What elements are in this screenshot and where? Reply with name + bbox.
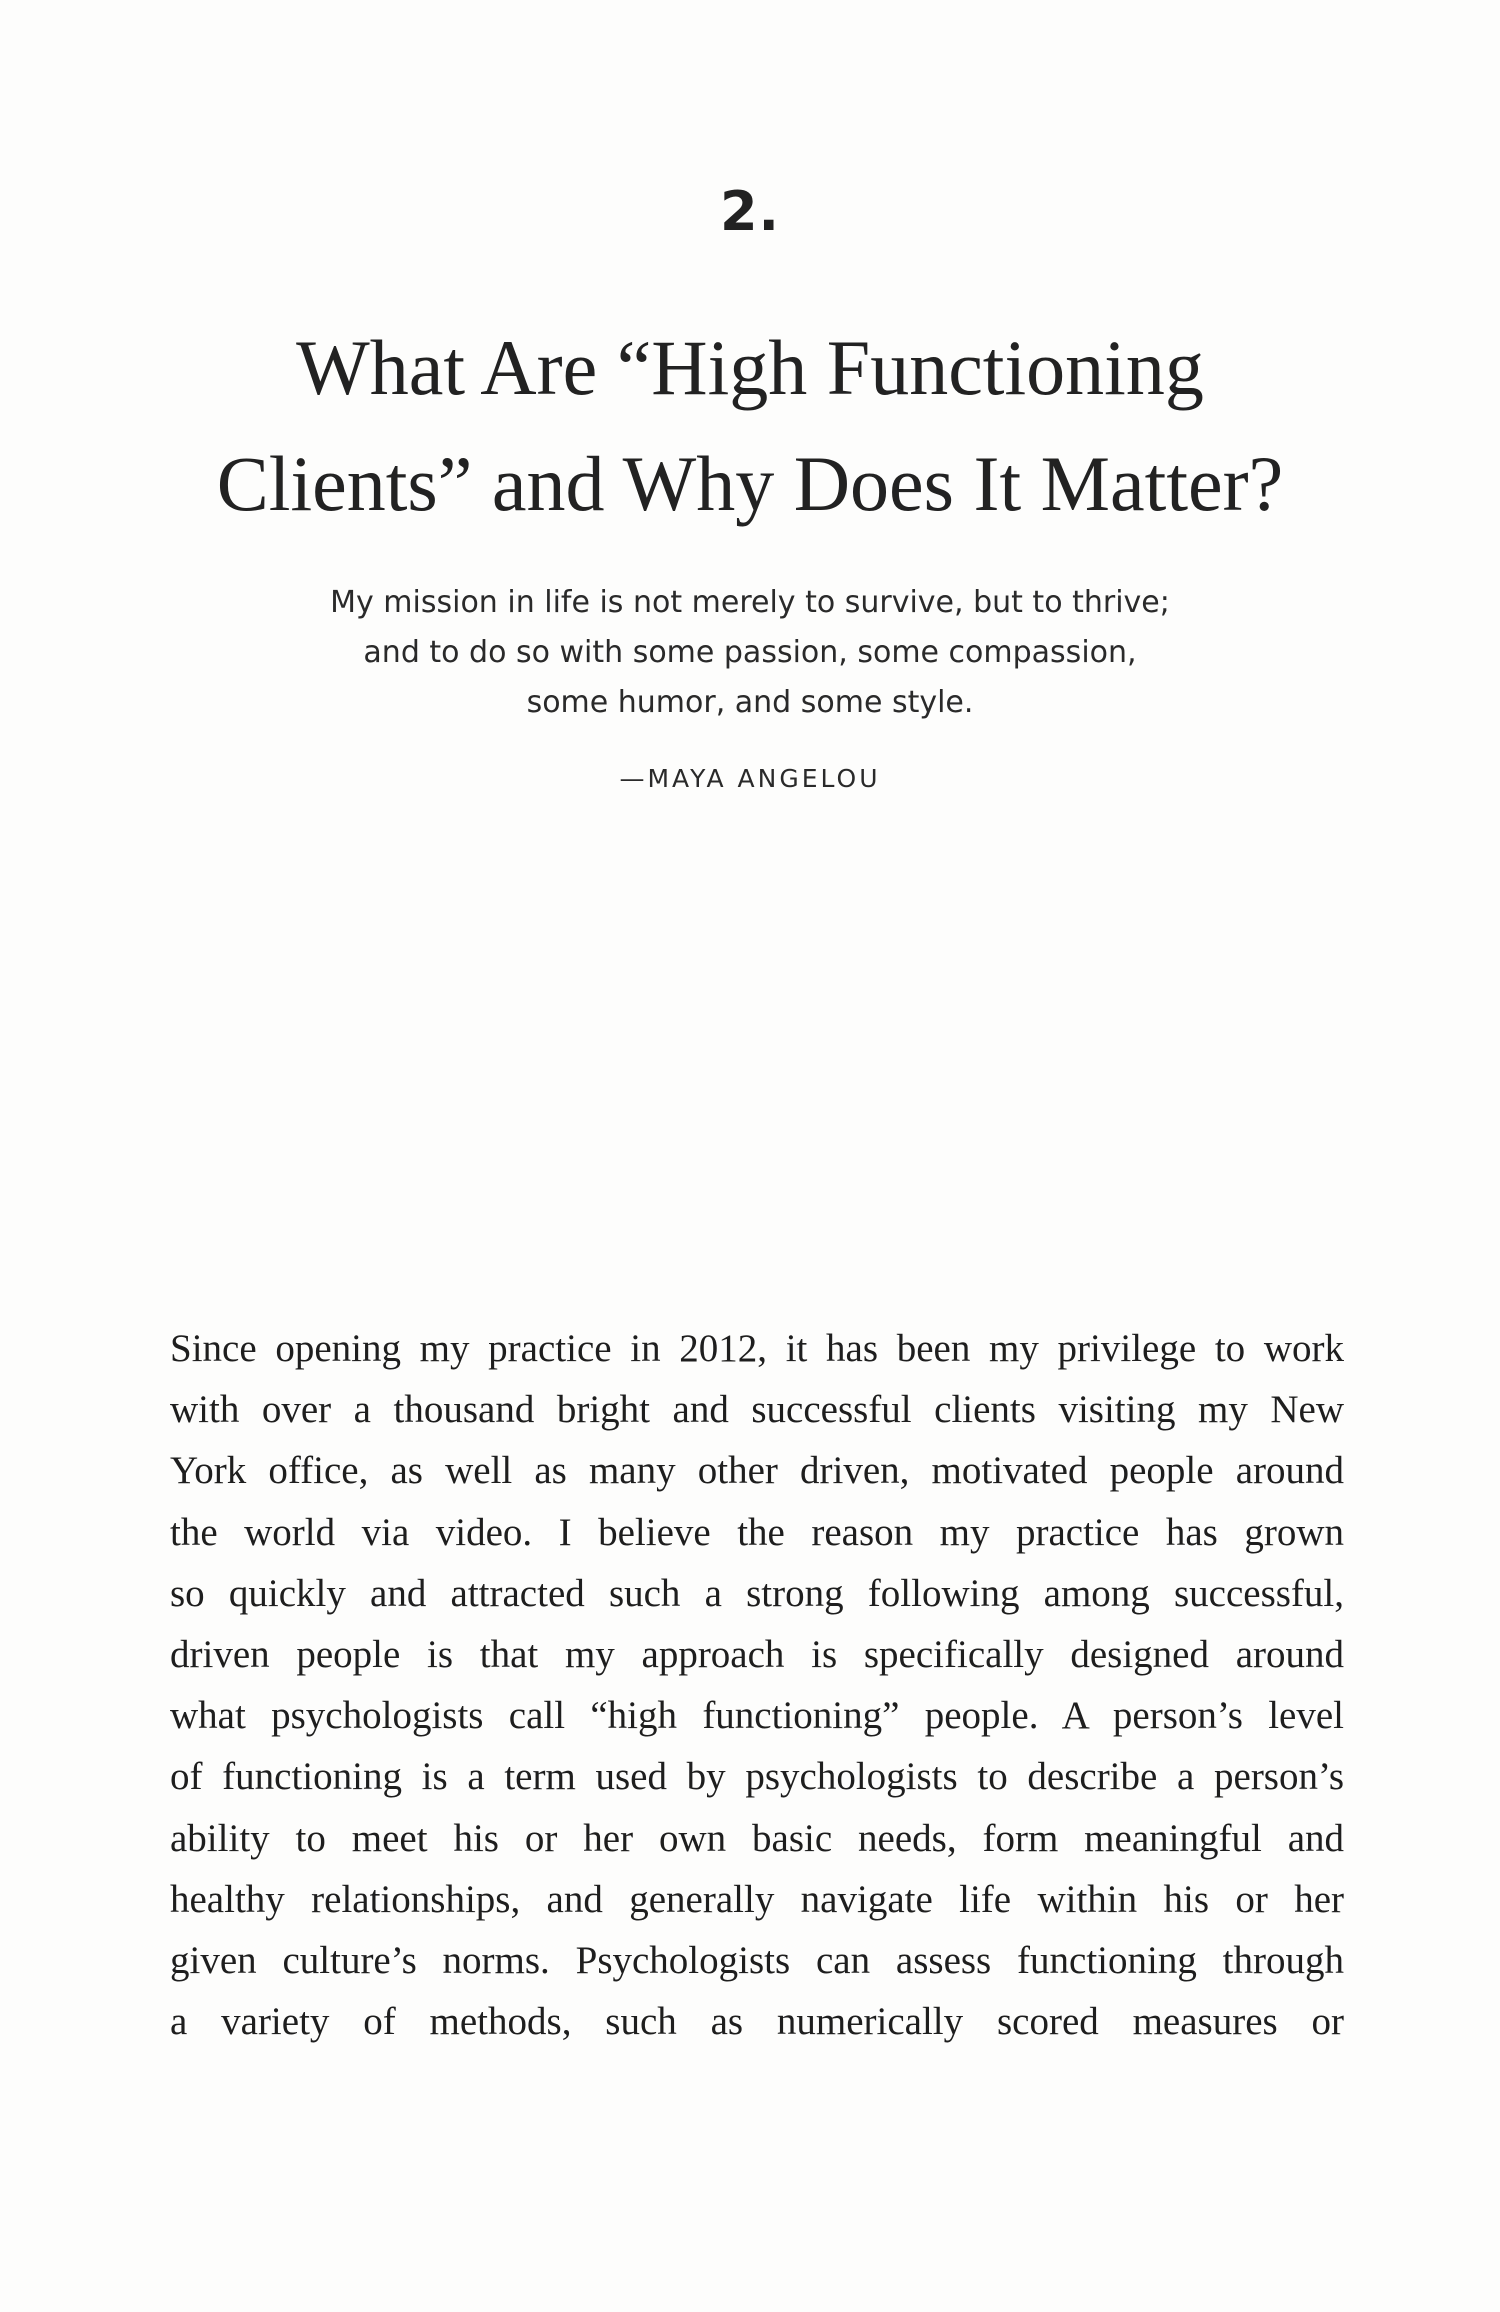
epigraph-line: My mission in life is not merely to survive, but to thrive; xyxy=(330,585,1170,620)
body-line: of functioning is a term used by psychologists to describe a person’s xyxy=(170,1755,1344,1799)
body-line: the world via video. I believe the reason my practice has grown xyxy=(170,1510,1344,1554)
body-line: what psychologists call “high functioning” people. A person’s level xyxy=(170,1694,1344,1738)
body-line: driven people is that my approach is specifically designed around xyxy=(170,1632,1344,1676)
body-line: a variety of methods, such as numerically scored measures or xyxy=(170,2000,1344,2044)
body-line: with over a thousand bright and successful clients visiting my New xyxy=(170,1388,1344,1432)
chapter-title-line: What Are “High Functioning xyxy=(296,324,1204,411)
epigraph-line: and to do so with some passion, some compassion, xyxy=(363,635,1137,670)
epigraph-line: some humor, and some style. xyxy=(526,685,974,720)
epigraph-attribution: —MAYA ANGELOU xyxy=(619,764,881,793)
body-line: given culture’s norms. Psychologists can assess functioning through xyxy=(170,1938,1344,1982)
body-line: so quickly and attracted such a strong following among successful, xyxy=(170,1571,1344,1615)
epigraph-quote xyxy=(200,578,1300,728)
body-line: ability to meet his or her own basic needs, form meaningful and xyxy=(170,1816,1344,1860)
body-line: healthy relationships, and generally navigate life within his or her xyxy=(170,1877,1344,1921)
body-line: York office, as well as many other driven, motivated people around xyxy=(170,1449,1344,1493)
body-paragraph xyxy=(170,1318,1344,2052)
chapter-number: 2. xyxy=(719,180,781,243)
chapter-title xyxy=(120,310,1380,542)
body-line: Since opening my practice in 2012, it has been my privilege to work xyxy=(170,1327,1344,1370)
chapter-title-line: Clients” and Why Does It Matter? xyxy=(216,440,1284,527)
